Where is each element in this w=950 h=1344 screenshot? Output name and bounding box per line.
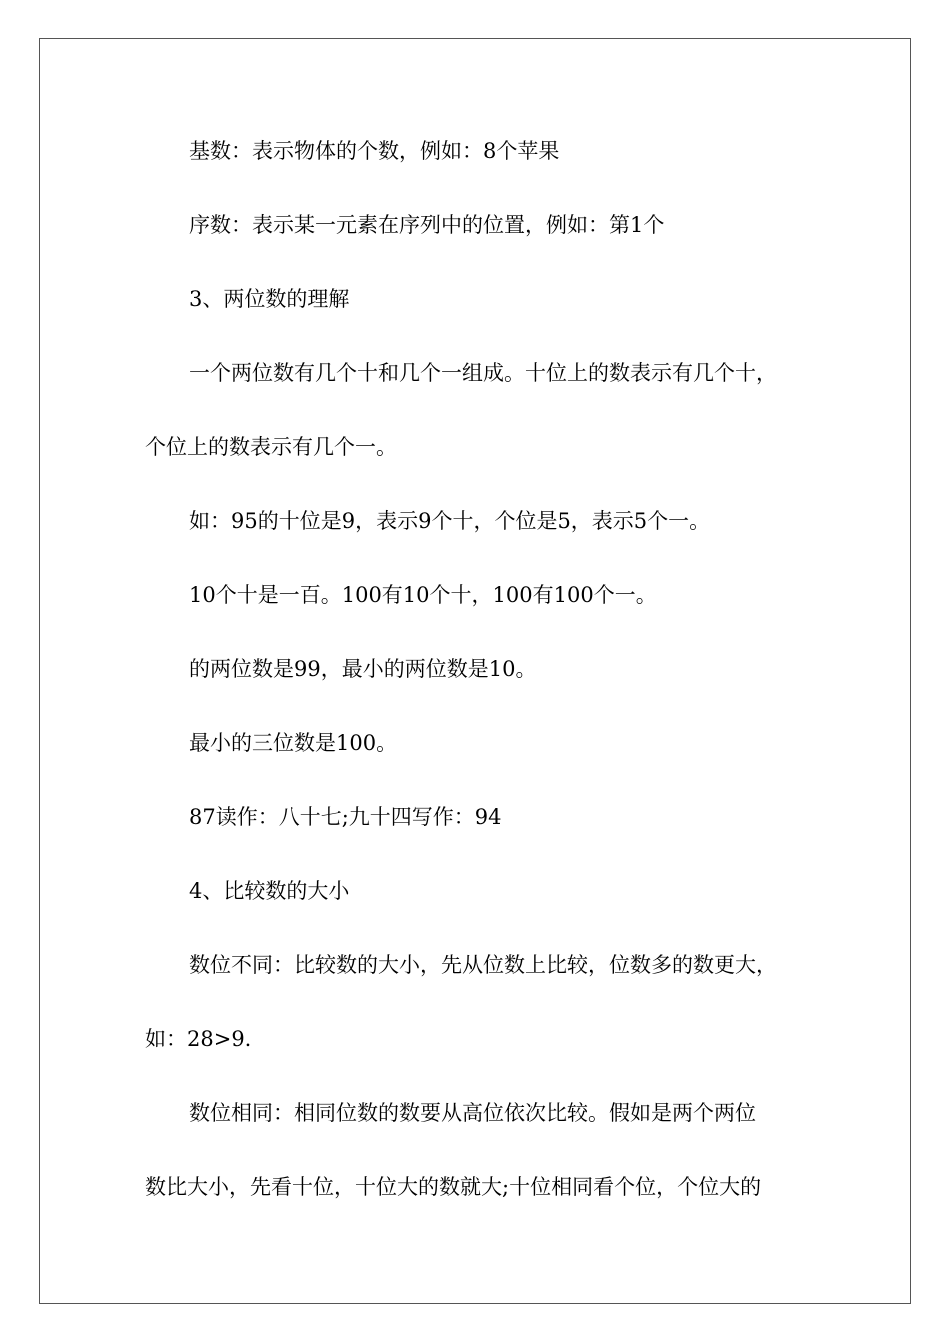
paragraph-read-write: 87读作：八十七;九十四写作：94 xyxy=(189,805,502,829)
section-heading-two-digit: 3、两位数的理解 xyxy=(189,287,350,311)
paragraph-example-95: 如：95的十位是9，表示9个十，个位是5，表示5个一。 xyxy=(189,509,711,533)
paragraph-ordinal-number: 序数：表示某一元素在序列中的位置，例如：第1个 xyxy=(189,213,665,237)
paragraph-smallest-three-digit: 最小的三位数是100。 xyxy=(189,731,398,755)
paragraph-largest-smallest-two-digit: 的两位数是99，最小的两位数是10。 xyxy=(189,657,537,681)
paragraph-different-digits-cont: 如：28>9. xyxy=(145,1027,252,1051)
paragraph-different-digits: 数位不同：比较数的大小，先从位数上比较，位数多的数更大， xyxy=(189,953,777,977)
paragraph-cardinal-number: 基数：表示物体的个数，例如：8个苹果 xyxy=(189,139,560,163)
paragraph-two-digit-composition-cont: 个位上的数表示有几个一。 xyxy=(145,435,397,459)
paragraph-same-digits: 数位相同：相同位数的数要从高位依次比较。假如是两个两位 xyxy=(189,1101,756,1125)
paragraph-same-digits-cont: 数比大小，先看十位，十位大的数就大;十位相同看个位，个位大的 xyxy=(145,1175,762,1199)
section-heading-compare: 4、比较数的大小 xyxy=(189,879,350,903)
paragraph-ten-tens: 10个十是一百。100有10个十，100有100个一。 xyxy=(189,583,657,607)
paragraph-two-digit-composition: 一个两位数有几个十和几个一组成。十位上的数表示有几个十， xyxy=(189,361,777,385)
